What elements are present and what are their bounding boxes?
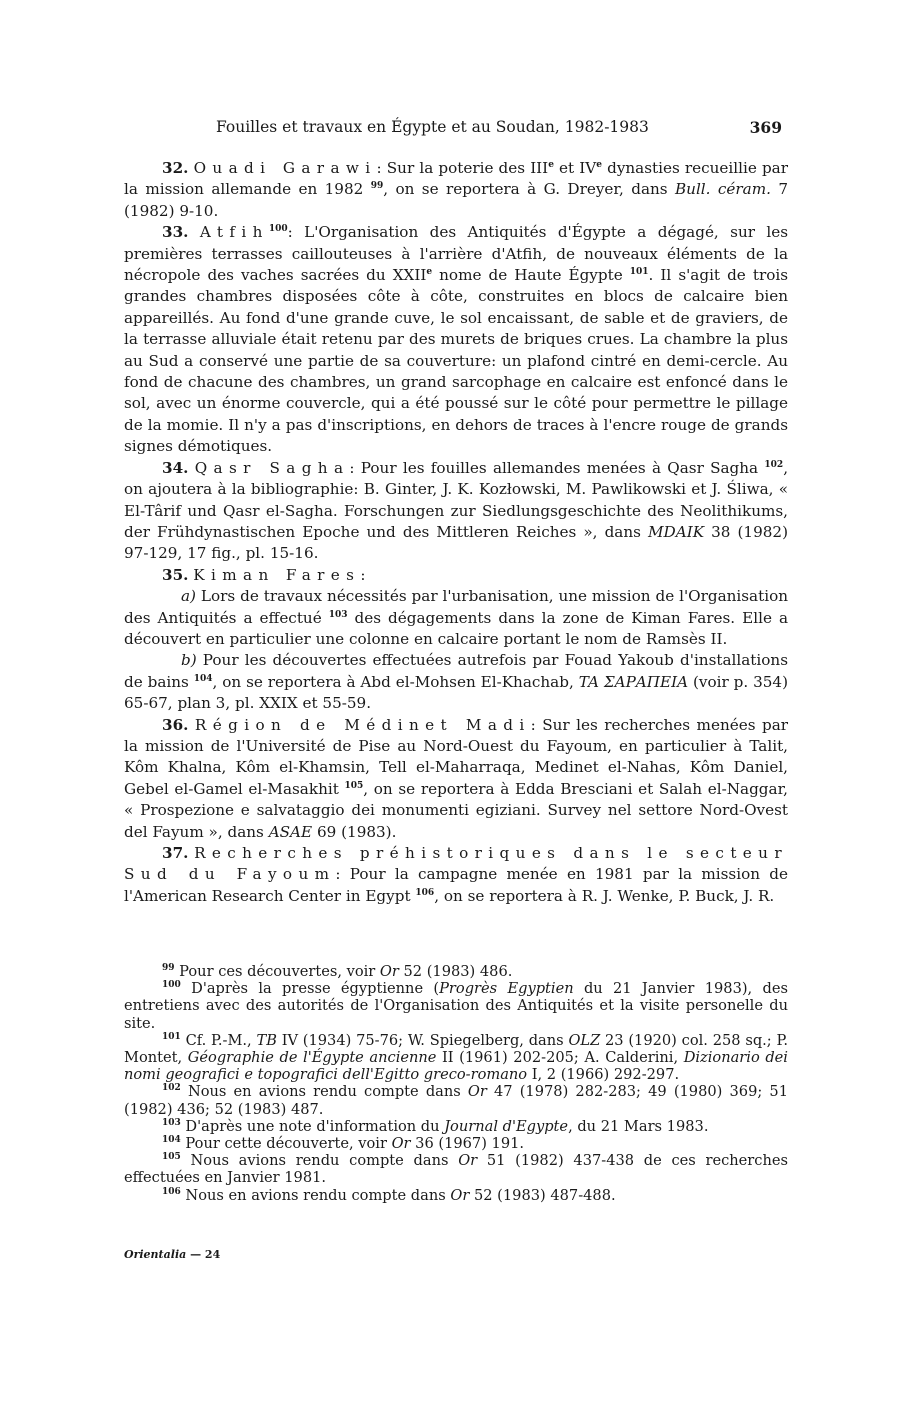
footnote-99: $^{99}$ Pour ces découvertes, voir Or 52 (1983) 486.: [162, 963, 513, 980]
footnote-ref[interactable]: 100: [268, 224, 288, 235]
footnote-104: $^{104}$ Pour cette découverte, voir Or 36 (1967) 191.: [162, 1135, 525, 1153]
paragraph-34: 34. Qasr Sagha: Pour les fouilles allemandes menées à Qasr Sagha $^{102}$, on ajoutera à la bibliographie: B. Ginter, J. K. Kozłowski, M. Pawlikowski et J. Śliwa, « El-Târif und Qasr el-Sagha. Forschungen zur Siedlungsgeschichte des Neolithikums, der Frühdynastischen Epoche und des Mittleren Reiches », dans MDAIK 38 (1982) 97-129, 17 fig., pl. 15-16.: [124, 458, 789, 563]
footnote-106: $^{106}$ Nous en avions rendu compte dans Or 52 (1983) 487-488.: [162, 1186, 616, 1204]
site-name: Ouadi Garawi: [193, 159, 377, 177]
paragraph-37: 37. Recherches préhistoriques dans le secteur Sud du Fayoum: Pour la campagne menée en 1981 par la mission de l'American Research Center in Egypt $^{106}$, on se reportera à R. J. Wenke, P. Buck, J. R.: [124, 844, 788, 905]
footnote-ref[interactable]: 103: [328, 609, 348, 620]
footnote-ref[interactable]: 99: [370, 181, 384, 192]
footnote-ref[interactable]: 104: [193, 673, 213, 684]
paragraph-35: 35. Kiman Fares:: [162, 565, 366, 584]
paragraph-36: 36. Région de Médinet Madi: Sur les recherches menées par la mission de l'Université de Pise au Nord-Ouest du Fayoum, en particulier à Talit, Kôm Khalna, Kôm el-Khamsin, Tell el-Maharraqa, Medinet el-Nahas, Kôm Daniel, Gebel el-Gamel el-Masakhit $^{105}$, on se reportera à Edda Bresciani et Salah el-Naggar, « Prospezione e salvataggio dei monumenti egiziani. Survey nel settore Nord-Ovest del Fayum », dans ASAE 69 (1983).: [124, 715, 789, 841]
paragraph-32: 32. Ouadi Garawi: Sur la poterie des IIIe et IVe dynasties recueillie par la mission allemande en 1982 $^{99}$, on se reportera à G. Dreyer, dans Bull. céram. 7 (1982) 9-10.: [124, 159, 789, 220]
footnote-ref[interactable]: 102: [764, 459, 784, 470]
paragraph-35b: b) Pour les découvertes effectuées autrefois par Fouad Yakoub d'installations de bains $^{104}$, on se reportera à Abd el-Mohsen El-Khachab, TA ΣΑΡΑΠΕΙΑ (voir p. 354) 65-67, plan 3, pl. XXIX et 55-59.: [124, 651, 788, 713]
footnote-105: $^{105}$ Nous avions rendu compte dans Or 51 (1982) 437-438 de ces recherches effectuées en Janvier 1981.: [124, 1152, 788, 1187]
footnotes: [124, 963, 788, 1204]
paragraph-35a: a) Lors de travaux nécessités par l'urbanisation, une mission de l'Organisation des Antiquités a effectué $^{103}$ des dégagements dans la zone de Kiman Fares. Elle a découvert en particulier une colonne en calcaire portant le nom de Ramsès II.: [124, 587, 788, 648]
footnote-ref[interactable]: 101: [629, 266, 649, 277]
site-name: Recherches préhistoriques dans le secteur Sud du Fayoum: [124, 844, 788, 884]
journal-name: Orientalia: [124, 1248, 187, 1261]
footnote-103: $^{103}$ D'après une note d'information du Journal d'Egypte, du 21 Mars 1983.: [162, 1117, 709, 1135]
site-name: Région de Médinet Madi: [194, 715, 531, 734]
main-text: [124, 158, 788, 907]
site-name: Qasr Sagha: [194, 458, 350, 477]
site-name: Kiman Fares: [193, 565, 361, 584]
page-footer: Orientalia — 24: [124, 1248, 221, 1261]
footnote-ref[interactable]: 105: [344, 780, 364, 791]
footnote-ref[interactable]: 106: [415, 887, 435, 898]
footnote-102: $^{102}$ Nous en avions rendu compte dans Or 47 (1978) 282-283; 49 (1980) 369; 51 (1982) 436; 52 (1983) 487.: [124, 1083, 788, 1118]
running-title: Fouilles et travaux en Égypte et au Soudan, 1982-1983: [216, 118, 649, 136]
footnote-100: $^{100}$ D'après la presse égyptienne (Progrès Egyptien du 21 Janvier 1983), des entretiens avec des autorités de l'Organisation des Antiquités et la visite personelle du site.: [124, 980, 788, 1032]
paragraph-33: 33. Atfih$^{100}$: L'Organisation des Antiquités d'Égypte a dégagé, sur les premières terrasses caillouteuses à l'arrière d'Atfih, de nouveaux éléments de la nécropole des vaches sacrées du XXIIe nome de Haute Égypte $^{101}$. Il s'agit de trois grandes chambres disposées côte à côte, construites en blocs de calcaire bien appareillés. Au fond d'une grande cuve, le sol encaissant, de sable et de graviers, de la terrasse alluviale était retenu par des murets de briques crues. La chambre la plus au Sud a conservé une partie de sa couverture: un plafond cintré en demi-cercle. Au fond de chacune des chambres, un grand sarcophage en calcaire est enfoncé dans le sol, avec un énorme couvercle, qui a été poussé sur le côté pour permettre le pillage de la momie. Il n'y a pas d'inscriptions, en dehors de traces à l'encre rouge de grands signes démotiques.: [124, 223, 789, 456]
site-name: Atfih: [199, 223, 269, 242]
footnote-101: $^{101}$ Cf. P.-M., TB IV (1934) 75-76; W. Spiegelberg, dans OLZ 23 (1920) col. 258 sq.; P. Montet, Géographie de l'Égypte ancienne II (1961) 202-205; A. Calderini, Dizionario dei nomi geografici e topografici dell'Egitto greco-romano I, 2 (1966) 292-297.: [124, 1031, 788, 1084]
page-number: 369: [749, 118, 782, 137]
